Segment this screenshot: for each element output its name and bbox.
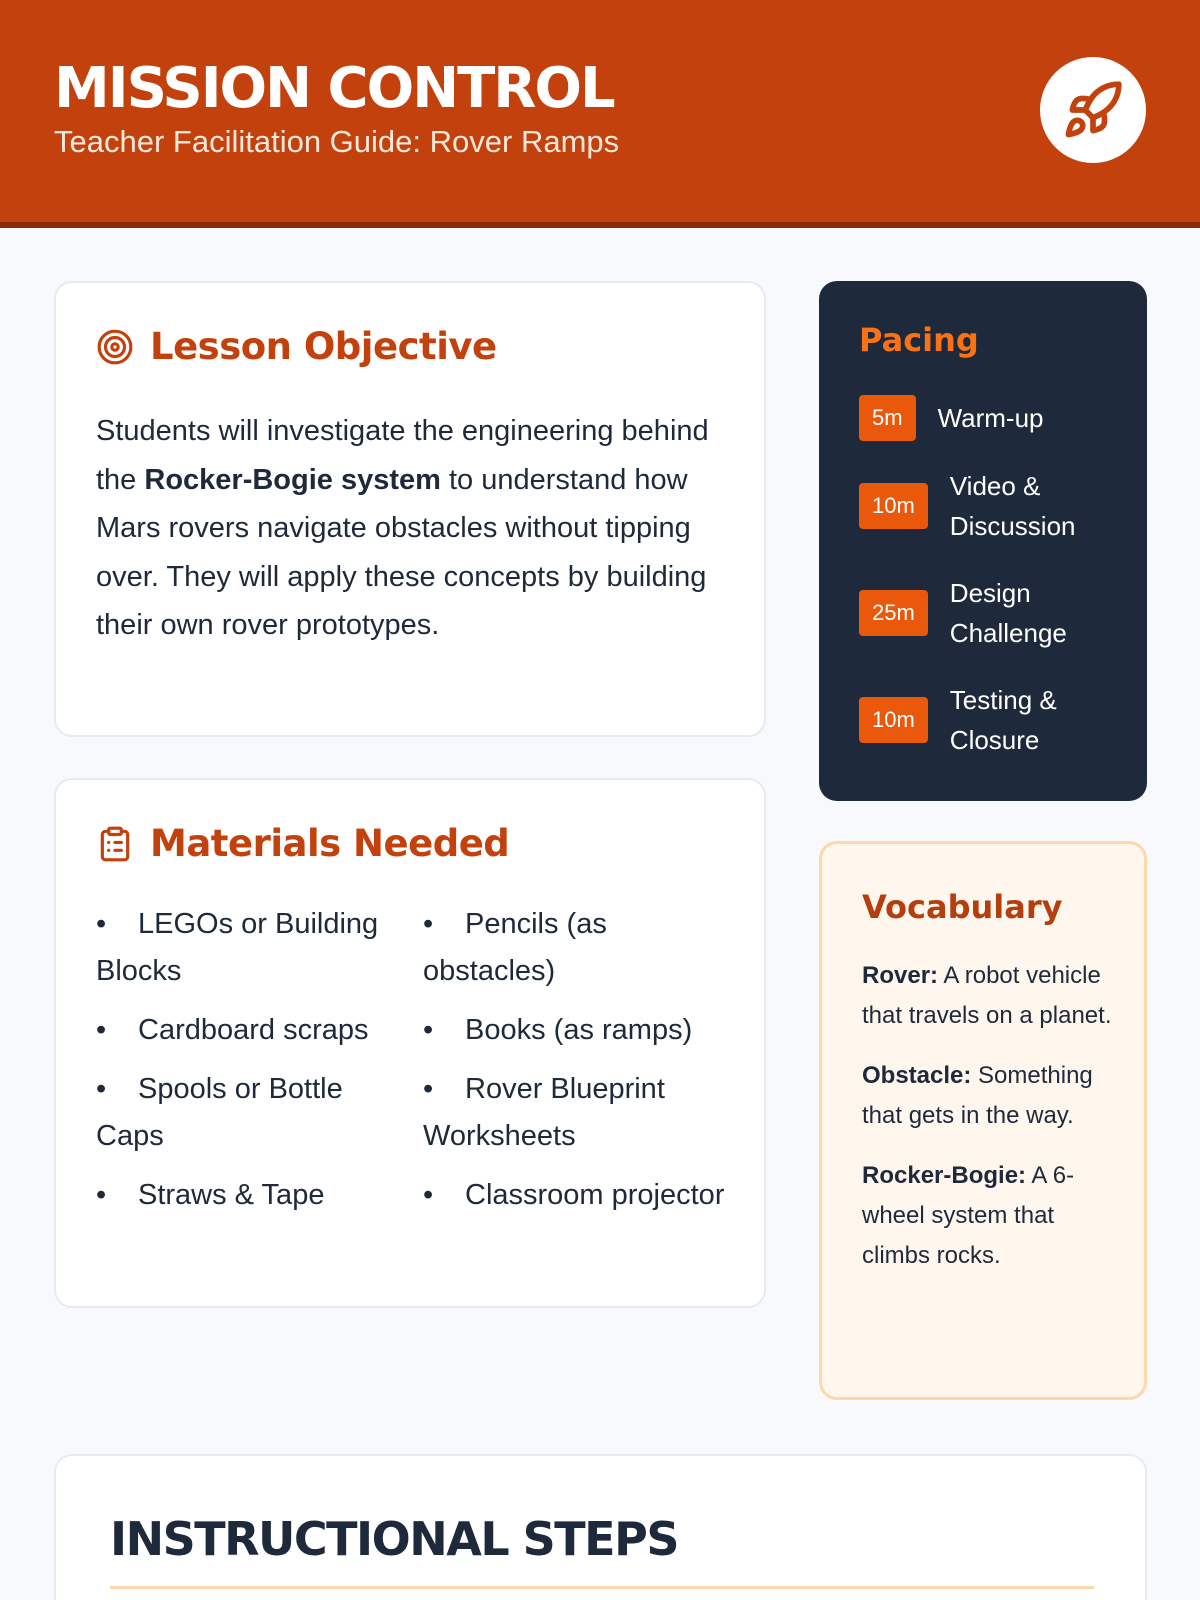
- list-item: • Pencils (as obstacles): [423, 908, 607, 987]
- divider: [110, 1586, 1094, 1589]
- pacing-item: [859, 573, 1110, 653]
- objective-header: [96, 325, 497, 368]
- list-item: • Classroom projector: [423, 1179, 725, 1211]
- page-title: MISSION CONTROL: [54, 56, 614, 121]
- objective-highlight: Rocker-Bogie system: [144, 463, 441, 496]
- materials-heading: Materials Needed: [150, 822, 510, 865]
- materials-list: [96, 901, 736, 1219]
- materials-card: [54, 778, 766, 1308]
- steps-card: [54, 1454, 1147, 1600]
- pacing-item: [859, 395, 1098, 441]
- time-badge: 10m: [859, 483, 928, 529]
- list-item: • Straws & Tape: [96, 1179, 325, 1211]
- list-item: • Rover Blueprint Worksheets: [423, 1073, 665, 1152]
- clipboard-icon: [96, 825, 134, 863]
- pacing-panel: [819, 281, 1147, 801]
- vocabulary-item: Rocker-Bogie: A 6-wheel system that climbs rocks.: [862, 1162, 1075, 1269]
- pacing-item: [859, 680, 1110, 760]
- materials-header: [96, 822, 509, 865]
- time-badge: 5m: [859, 395, 916, 441]
- pacing-item: [859, 466, 1110, 546]
- pacing-label: Design Challenge: [949, 578, 1067, 648]
- list-item: • LEGOs or Building Blocks: [96, 908, 379, 987]
- target-icon: [96, 328, 134, 366]
- page-subtitle: Teacher Facilitation Guide: Rover Ramps: [54, 124, 620, 159]
- objective-text: Students will investigate the engineering behind the Rocker-Bogie system to understand how Mars rovers navigate obstacles without tipping over. They will apply these concepts by building their own rover prototypes.: [96, 415, 709, 641]
- vocabulary-panel: [819, 841, 1147, 1400]
- list-item: • Cardboard scraps: [96, 1014, 369, 1046]
- list-item: • Books (as ramps): [423, 1014, 693, 1046]
- steps-heading: INSTRUCTIONAL STEPS: [110, 1512, 678, 1566]
- page-header: [0, 0, 1200, 228]
- pacing-label: Video & Discussion: [949, 471, 1076, 541]
- pacing-heading: Pacing: [859, 321, 979, 359]
- time-badge: 25m: [859, 590, 928, 636]
- pacing-label: Testing & Closure: [949, 685, 1057, 755]
- list-item: • Spools or Bottle Caps: [96, 1073, 343, 1152]
- vocabulary-item: Rover: A robot vehicle that travels on a planet.: [862, 962, 1112, 1029]
- rocket-icon: [1062, 79, 1124, 141]
- vocabulary-list: [862, 956, 1112, 1296]
- vocabulary-item: Obstacle: Something that gets in the way.: [862, 1062, 1093, 1129]
- objective-card: [54, 281, 766, 737]
- objective-heading: Lesson Objective: [150, 325, 497, 368]
- vocabulary-heading: Vocabulary: [862, 888, 1063, 926]
- pacing-label: Warm-up: [937, 403, 1044, 433]
- time-badge: 10m: [859, 697, 928, 743]
- logo: [1040, 57, 1146, 163]
